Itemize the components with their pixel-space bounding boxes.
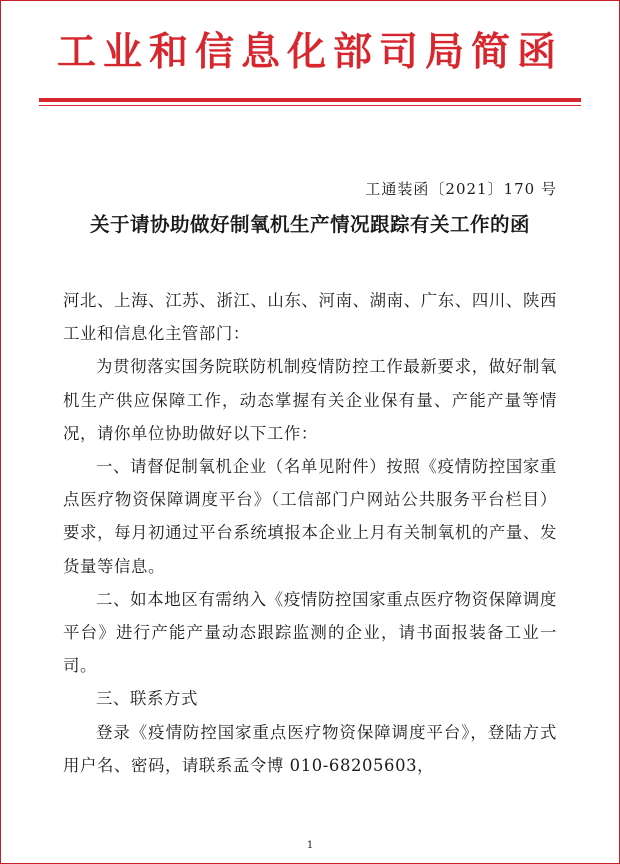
- intro-paragraph: 为贯彻落实国务院联防机制疫情防控工作最新要求，做好制氧机生产供应保障工作，动态掌握有关企业保有量、产能产量等情况，请你单位协助做好以下工作：: [63, 357, 557, 443]
- contact-paragraph: 登录《疫情防控国家重点医疗物资保障调度平台》，登陆方式用户名、密码，请联系孟令博 010-68205603，: [63, 722, 557, 775]
- document-number: 工通装函〔2021〕170 号: [365, 180, 557, 198]
- item-three-heading: 三、联系方式: [96, 689, 198, 709]
- document-body: [63, 284, 557, 782]
- letterhead-thin-rule: [39, 105, 581, 106]
- item-one-paragraph: 一、请督促制氧机企业（名单见附件）按照《疫情防控国家重点医疗物资保障调度平台》（工信部门户网站公共服务平台栏目）要求，每月初通过平台系统填报本企业上月有关制氧机的产量、发货量等信息。: [63, 457, 557, 576]
- letterhead-title: 工业和信息化部司局简函: [56, 29, 563, 75]
- page-number: 1: [306, 840, 314, 851]
- document-title: 关于请协助做好制氧机生产情况跟踪有关工作的函: [89, 213, 530, 236]
- recipients-paragraph: 河北、上海、江苏、浙江、山东、河南、湖南、广东、四川、陕西工业和信息化主管部门：: [63, 291, 557, 344]
- item-two-paragraph: 二、如本地区有需纳入《疫情防控国家重点医疗物资保障调度平台》进行产能产量动态跟踪监测的企业，请书面报装备工业一司。: [63, 589, 557, 676]
- letterhead-thick-rule: [39, 98, 581, 102]
